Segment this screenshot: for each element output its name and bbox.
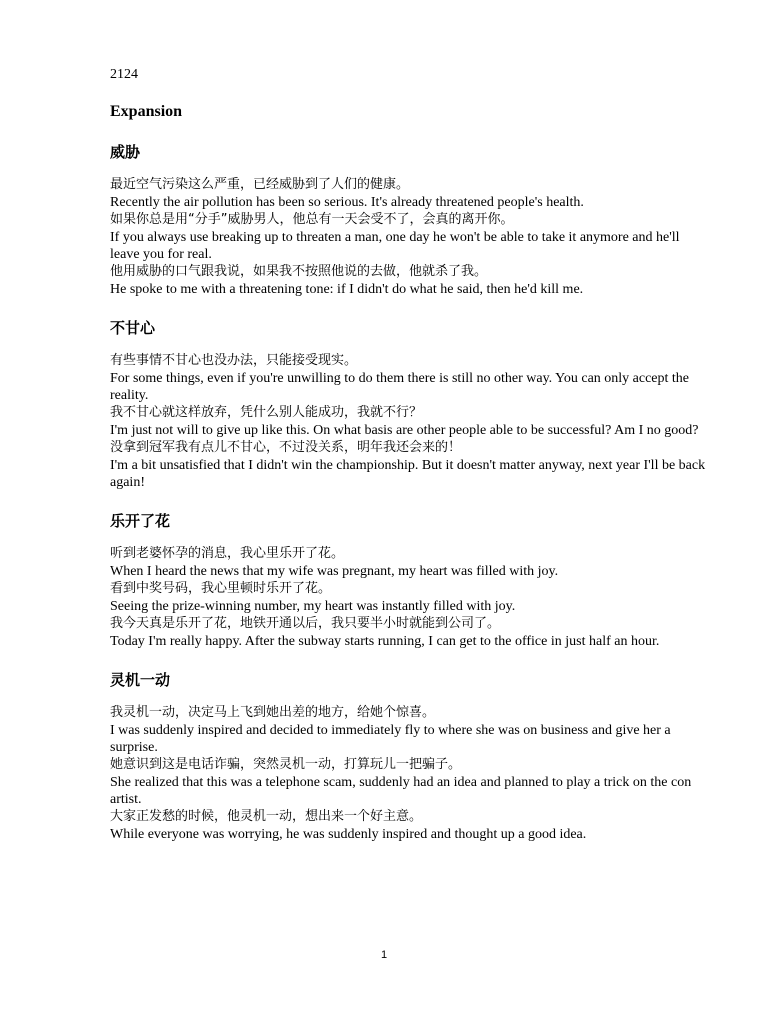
section-heading: 灵机一动 [110, 671, 171, 689]
example-sentence-english: Today I'm really happy. After the subway starts running, I can get to the office in just half an hour. [110, 634, 660, 649]
example-sentence-chinese: 没拿到冠军我有点儿不甘心，不过没关系，明年我还会来的！ [110, 440, 462, 455]
example-sentence-english: If you always use breaking up to threaten a man, one day he won't be able to take it anymore and he'll leave you for real. [110, 230, 680, 262]
vocab-section [110, 318, 710, 491]
example-sentence-english: I'm just not will to give up like this. On what basis are other people able to be successful? Am I no good? [110, 423, 699, 438]
example-sentence-english: Recently the air pollution has been so serious. It's already threatened people's health. [110, 195, 584, 210]
example-sentence-chinese: 他用威胁的口气跟我说，如果我不按照他说的去做，他就杀了我。 [110, 264, 488, 279]
example-sentence-chinese: 听到老婆怀孕的消息，我心里乐开了花。 [110, 546, 345, 561]
section-heading: 乐开了花 [110, 512, 171, 530]
example-sentence-chinese: 有些事情不甘心也没办法，只能接受现实。 [110, 353, 358, 368]
vocab-section [110, 511, 710, 650]
example-sentence-chinese: 她意识到这是电话诈骗，突然灵机一动，打算玩儿一把骗子。 [110, 757, 462, 772]
example-sentence-english: He spoke to me with a threatening tone: if I didn't do what he said, then he'd kill me. [110, 282, 584, 297]
vocab-section [110, 670, 710, 843]
document-title: Expansion [110, 103, 183, 120]
example-sentence-english: I was suddenly inspired and decided to immediately fly to where she was on business and give her a surprise. [110, 723, 671, 755]
document-id: 2124 [110, 67, 138, 82]
example-sentence-chinese: 如果你总是用“分手”威胁男人，他总有一天会受不了，会真的离开你。 [110, 212, 514, 227]
example-sentence-english: For some things, even if you're unwilling to do them there is still no other way. You can only accept the reality. [110, 371, 690, 403]
example-sentence-english: She realized that this was a telephone scam, suddenly had an idea and planned to play a trick on the con artist. [110, 775, 692, 807]
example-sentence-chinese: 大家正发愁的时候，他灵机一动，想出来一个好主意。 [110, 809, 423, 824]
example-sentence-chinese: 我不甘心就这样放弃，凭什么别人能成功，我就不行？ [110, 405, 423, 420]
vocab-section [110, 142, 710, 298]
example-sentence-chinese: 我灵机一动，决定马上飞到她出差的地方，给她个惊喜。 [110, 705, 436, 720]
example-sentence-english: While everyone was worrying, he was suddenly inspired and thought up a good idea. [110, 827, 587, 842]
page-number: 1 [380, 949, 388, 961]
section-heading: 威胁 [110, 143, 141, 161]
example-sentence-english: I'm a bit unsatisfied that I didn't win the championship. But it doesn't matter anyway, next year I'll be back again! [110, 458, 706, 490]
example-sentence-chinese: 最近空气污染这么严重，已经威胁到了人们的健康。 [110, 177, 410, 192]
document-page [110, 66, 710, 843]
example-sentence-chinese: 我今天真是乐开了花，地铁开通以后，我只要半小时就能到公司了。 [110, 616, 501, 631]
example-sentence-english: Seeing the prize-winning number, my heart was instantly filled with joy. [110, 599, 516, 614]
example-sentence-english: When I heard the news that my wife was pregnant, my heart was filled with joy. [110, 564, 559, 579]
example-sentence-chinese: 看到中奖号码，我心里顿时乐开了花。 [110, 581, 332, 596]
section-heading: 不甘心 [110, 319, 156, 337]
